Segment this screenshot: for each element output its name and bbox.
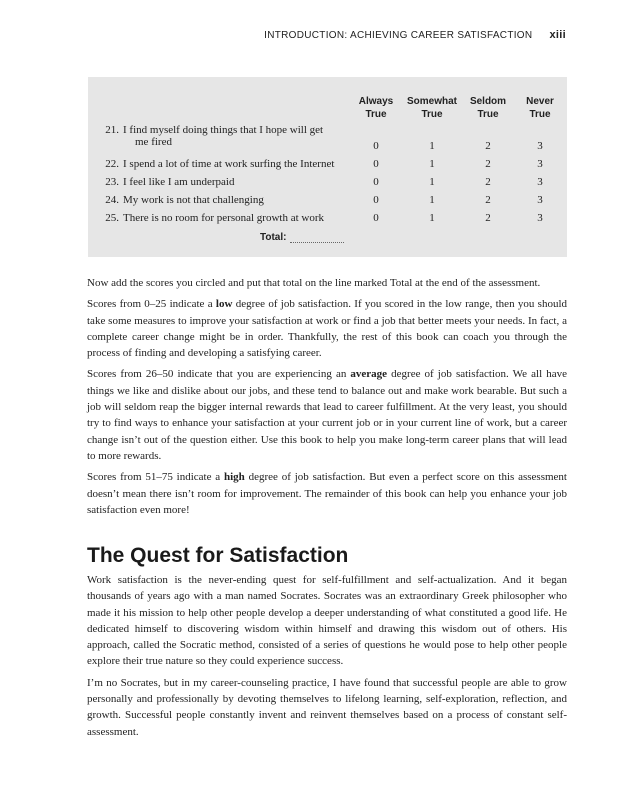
paragraph: Work satisfaction is the never-ending quest for self-fulfillment and self-actualization. And it began thousands of years ago with a man named Socrates. Socrates was an extraordinary Greek philosopher who made it his mission to help other people develop a deeper understanding of what constituted a good life. He dedicated himself to discovering wisdom within himself and drawing this wisdom out of others. His approach, called the Socratic method, consisted of a series of questions he would pose to help other people explore their true nature so they could experience success. [87,574,567,668]
score-seldom: 2 [485,158,491,170]
column-header-never-true: Never True [526,96,554,120]
score-seldom: 2 [485,212,491,224]
item-text: My work is not that challenging [123,194,264,206]
running-head [0,29,566,41]
section-heading: The Quest for Satisfaction [87,544,349,567]
total-line [260,232,344,243]
paragraph: I’m no Socrates, but in my career-counseling practice, I have found that successful people are able to grow personally and professionally by devoting themselves to lifelong learning, self-exploration, reflection, and growth. Successful people constantly invent and reinvent themselves based on a process of constant self-assessment. [87,676,567,738]
paragraph: Scores from 0–25 indicate a low degree of job satisfaction. If you scored in the low range, then you should take some measures to improve your satisfaction at work or find a job that better meets your needs. In fact, a complete career change might be in order. Thankfully, the rest of this book can coach you through the process of finding and developing a satisfying career. [87,298,568,360]
page-number: xiii [549,29,566,41]
score-never: 3 [537,140,543,152]
score-somewhat: 1 [429,158,435,170]
item-text: I feel like I am underpaid [123,176,235,188]
score-interpretation [87,275,567,523]
column-header-seldom-true: Seldom True [469,96,507,120]
score-seldom: 2 [485,194,491,206]
emphasis-average: average [350,368,388,381]
score-never: 3 [537,212,543,224]
emphasis-high: high [223,471,245,484]
score-seldom: 2 [485,176,491,188]
score-always: 0 [373,194,379,206]
score-always: 0 [373,158,379,170]
column-header-somewhat-true: Somewhat True [406,96,457,120]
running-title: INTRODUCTION: ACHIEVING CAREER SATISFACTION [264,30,533,41]
assessment-item [88,212,567,228]
item-number: 23. [105,176,119,188]
score-somewhat: 1 [429,194,435,206]
total-blank [290,234,344,243]
assessment-item [88,176,567,192]
score-somewhat: 1 [429,140,435,152]
total-label: Total: [260,232,287,243]
section-body [87,572,567,745]
paragraph: Scores from 26–50 indicate that you are experiencing an average degree of job satisfaction. We all have things we like and dislike about our jobs, and these tend to balance out and make work bearable. But such a job will seldom reap the bigger internal rewards that lead to career fulfillment. At the very least, you should try to find ways to enhance your satisfaction at your current job or in your current line of work, but a career change isn’t out of the question either. Use this book to help you make long-term career plans that will lead to more rewards. [87,368,567,462]
score-never: 3 [537,176,543,188]
assessment-item [88,124,567,152]
item-number: 22. [105,158,119,170]
score-somewhat: 1 [429,176,435,188]
item-number: 21. [105,124,119,136]
item-text: I spend a lot of time at work surfing the Internet [123,158,335,170]
score-never: 3 [537,158,543,170]
paragraph: Scores from 51–75 indicate a high degree of job satisfaction. But even a perfect score on this assessment doesn’t mean there isn’t room for improvement. The remainder of this book can help you enhance your job satisfaction even more! [87,471,567,516]
score-always: 0 [373,176,379,188]
score-seldom: 2 [485,140,491,152]
paragraph: Now add the scores you circled and put that total on the line marked Total at the end of the assessment. [87,277,541,289]
item-number: 25. [105,212,119,224]
score-never: 3 [537,194,543,206]
assessment-table [88,77,567,257]
assessment-item [88,194,567,210]
item-text: There is no room for personal growth at work [123,212,325,224]
column-header-always-true: Always True [358,96,394,120]
score-always: 0 [373,140,379,152]
assessment-item [88,158,567,174]
item-text: I find myself doing things that I hope will get me fired [123,124,324,148]
item-number: 24. [105,194,119,206]
emphasis-low: low [215,298,233,311]
score-somewhat: 1 [429,212,435,224]
score-always: 0 [373,212,379,224]
